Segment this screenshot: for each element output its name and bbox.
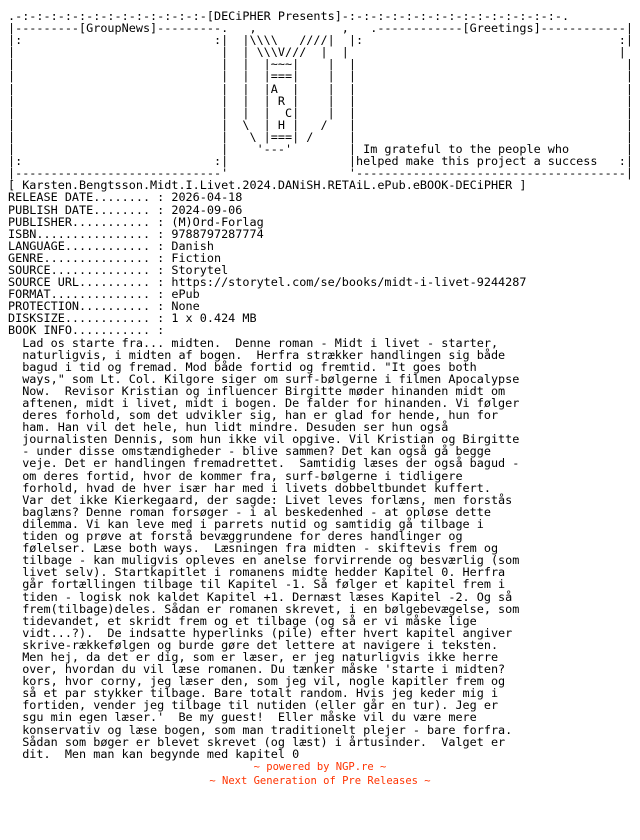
nfo-line: | | | |~~~| | | | [8, 57, 634, 72]
nfo-line: konservativ og læse bogen, som man traditionelt plejer - bare forfra. [8, 722, 513, 737]
nfo-line: ham. Han vil det hele, hun lidt mindre. Desuden ser hun også [8, 420, 449, 435]
nfo-line: tilbage - kan muligvis opleves en anelse forvirrende og besværlig (som [8, 553, 520, 568]
nfo-line: tiden - logisk nok kaldet Kapitel +1. Dernæst læses Kapitel -2. Og så [8, 589, 513, 604]
nfo-line: Sådan som bøger er blevet skrevet (og læst) i årtusinder. Valget er [8, 734, 506, 749]
nfo-line: over, hvordan du vil læse romanen. Du tænker måske 'starte i midten? [8, 662, 506, 677]
nfo-line: | | | |===| | | | [8, 69, 634, 84]
nfo-line: [ Karsten.Bengtsson.Midt.I.Livet.2024.DANiSH.RETAiL.ePub.eBOOK-DECiPHER ] [8, 178, 527, 193]
nfo-line: .-:-:-:-:-:-:-:-:-:-:-:-:-:-[DECiPHER Presents]-:-:-:-:-:-:-:-:-:-:-:-:-:-:-:-. [8, 9, 570, 23]
nfo-line: vidt...?). De indsatte hyperlinks (pile) efter hvert kapitel angiver [8, 625, 513, 640]
nfo-line: |: :| |\\\\ ////| |: :| [8, 33, 634, 48]
nfo-line: sgu min egen læser.' Be my guest! Eller måske vil du være mere [8, 710, 477, 725]
nfo-line: kors, hvor corny, jeg læser den, som jeg vil, nogle kapitler frem og [8, 674, 506, 689]
nfo-line: ISBN................ : 9788797287774 [8, 226, 264, 241]
nfo-line: | | | \\\V/// | | | [8, 45, 626, 60]
nfo-text [8, 10, 633, 760]
nfo-line: RELEASE DATE........ : 2026-04-18 [8, 190, 243, 205]
nfo-line: | | | | R | | | | [8, 93, 634, 108]
nfo-line: |: :| |helped make this project a success :| [8, 154, 634, 169]
nfo-line: frem(tilbage)deles. Sådan er romanen skrevet, i en bølgebevægelse, som [8, 601, 520, 616]
nfo-line: journalisten Dennis, som hun ikke vil opgive. Vil Kristian og Birgitte [8, 432, 520, 447]
nfo-line: livet selv). Startkapitlet i romanens midte hedder Kapitel 0. Herfra [8, 565, 506, 580]
nfo-line: BOOK INFO........... : [8, 323, 165, 338]
nfo-line: dilemma. Vi kan leve med i parrets nutid og samtidig gå tilbage i [8, 516, 484, 531]
nfo-line: fortiden, vender jeg tilbage til nutiden (eller går en tur). Jeg er [8, 698, 499, 713]
nfo-line: SOURCE.............. : Storytel [8, 262, 229, 277]
nfo-line: aftenen, midt i livet, midt i bogen. De falder for hinanden. Vi følger [8, 396, 520, 410]
nfo-line: DISKSIZE............ : 1 x 0.424 MB [8, 311, 257, 326]
nfo-line: Lad os starte fra... midten. Denne roman - Midt i livet - starter, [8, 335, 499, 350]
nfo-line: forhold, hvad de hver især har med i livets dobbeltbundet kuffert. [8, 480, 491, 495]
nfo-line: GENRE............... : Fiction [8, 250, 222, 265]
nfo-line: ways," som Lt. Col. Kilgore siger om surf-bølgerne i filmen Apocalypse [8, 371, 520, 386]
nfo-line: så et par stykker tilbage. Bare totalt random. Hvis jeg keder mig i [8, 686, 499, 701]
nfo-line: Men hej, da det er dig, som er læser, er jeg naturligvis ikke herre [8, 649, 499, 664]
nfo-line: Now. Revisor Kristian og influencer Birgitte møder hinanden midt om [8, 383, 506, 398]
nfo-line: skrive-rækkefølgen og burde gøre det lettere at navigere i teksten. [8, 637, 499, 652]
nfo-line: Var det ikke Kierkegaard, der sagde: Livet leves forlæns, men forstås [8, 492, 513, 507]
nfo-line: FORMAT.............. : ePub [8, 287, 200, 302]
nfo-line: PROTECTION.......... : None [8, 299, 200, 314]
nfo-line: | | \ |===| / | | [8, 129, 634, 144]
nfo-line: SOURCE URL.......... : https://storytel.com/se/books/midt-i-livet-9244287 [8, 275, 527, 290]
nfo-line: | | | |A | | | | [8, 81, 634, 96]
nfo-line: | | '---' | Im grateful to the people who | [8, 142, 634, 157]
nfo-line: dit. Men man kan begynde med kapitel 0 [8, 746, 300, 761]
nfo-line: PUBLISHER........... : (M)Ord-Forlag [8, 214, 264, 229]
nfo-line: om deres fortid, hvor de kommer fra, surf-bølgerne i tidligere [8, 468, 463, 483]
nfo-line: bagud i tid og fremad. Mod både fortid og fremtid. "It goes both [8, 359, 477, 374]
nfo-line: følelser. Læse both ways. Læsningen fra midten - skiftevis frem og [8, 541, 499, 556]
nfo-line: - under disse omstændigheder - blive sammen? Det kan også gå begge [8, 444, 491, 459]
footer-tagline: ~ Next Generation of Pre Releases ~ [209, 775, 431, 787]
nfo-line: baglæns? Denne roman forsøger - i al beskedenhed - at opløse dette [8, 504, 491, 519]
nfo-line: går fortællingen tilbage til Kapitel -1. Så følger et kapitel frem i [8, 577, 506, 592]
footer [0, 760, 640, 788]
nfo-line: LANGUAGE............ : Danish [8, 238, 214, 253]
nfo-line: deres forhold, som det udvikler sig, han er glad for hende, hun for [8, 408, 499, 423]
powered-by-text: ~ powered by NGP.re ~ [253, 761, 387, 773]
nfo-line: veje. Det er handlingen fremadrettet. Samtidig læses der også bagud - [8, 456, 520, 471]
nfo-line: PUBLISH DATE........ : 2024-09-06 [8, 202, 243, 217]
nfo-line: | | \ | H | / | | [8, 117, 634, 132]
nfo-line: |-----------------------------' '--------------------------------------| [8, 166, 634, 181]
nfo-line: naturligvis, i midten af bogen. Herfra strækker handlingen sig både [8, 347, 506, 362]
nfo-line: |---------[GroupNews]---------. , , .------------[Greetings]------------| [8, 21, 634, 36]
nfo-line: tidevandet, et skridt frem og et tilbage (og så er vi måske lige [8, 613, 477, 628]
nfo-line: tiden og prøve at forstå bevæggrundene for deres handlinger og [8, 529, 463, 544]
nfo-line: | | | | C| | | | [8, 105, 634, 120]
